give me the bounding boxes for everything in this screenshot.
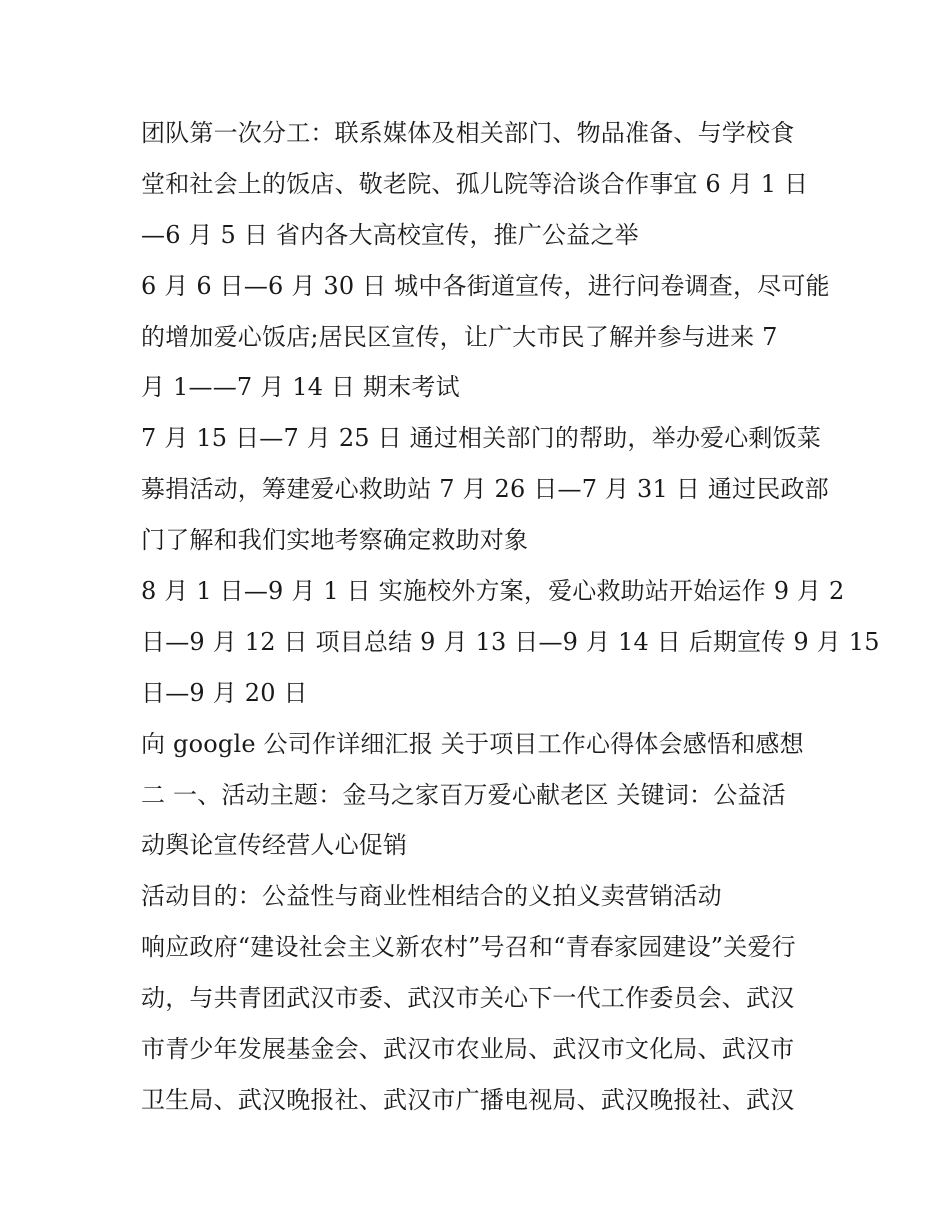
text-line: 日—9 月 12 日 项目总结 9 月 13 日—9 月 14 日 后期宣传 9 月 15 [141, 627, 880, 656]
document-body [141, 108, 880, 1126]
text-line: 日—9 月 20 日 [141, 678, 308, 707]
text-line: 8 月 1 日—9 月 1 日 实施校外方案，爱心救助站开始运作 9 月 2 [141, 577, 845, 606]
text-line: 活动目的：公益性与商业性相结合的义拍义卖营销活动 [141, 882, 722, 911]
text-line: 7 月 15 日—7 月 25 日 通过相关部门的帮助，举办爱心剩饭菜 [141, 424, 822, 453]
text-line: 卫生局、武汉晚报社、武汉市广播电视局、武汉晚报社、武汉 [141, 1085, 795, 1114]
text-line: 动舆论宣传经营人心促销 [141, 831, 408, 860]
text-line: 响应政府“建设社会主义新农村”号召和“青春家园建设”关爱行 [141, 933, 796, 962]
text-line: 募捐活动，筹建爱心救助站 7 月 26 日—7 月 31 日 通过民政部 [141, 475, 829, 504]
text-line: 动，与共青团武汉市委、武汉市关心下一代工作委员会、武汉 [141, 984, 795, 1013]
text-line: 的增加爱心饭店;居民区宣传，让广大市民了解并参与进来 7 [141, 322, 778, 351]
text-line: 月 1——7 月 14 日 期末考试 [141, 373, 460, 402]
text-line: 门了解和我们实地考察确定救助对象 [141, 526, 529, 555]
text-line: 团队第一次分工：联系媒体及相关部门、物品准备、与学校食 [141, 119, 795, 147]
text-line: —6 月 5 日 省内各大高校宣传，推广公益之举 [141, 220, 639, 249]
text-line: 向 google 公司作详细汇报 关于项目工作心得体会感悟和感想 [141, 729, 804, 758]
text-line: 二 一、活动主题：金马之家百万爱心献老区 关键词：公益活 [141, 780, 786, 809]
text-line: 市青少年发展基金会、武汉市农业局、武汉市文化局、武汉市 [141, 1035, 795, 1064]
text-line: 堂和社会上的饭店、敬老院、孤儿院等洽谈合作事宜 6 月 1 日 [141, 169, 809, 198]
text-line: 6 月 6 日—6 月 30 日 城中各街道宣传，进行问卷调查，尽可能 [141, 271, 830, 300]
